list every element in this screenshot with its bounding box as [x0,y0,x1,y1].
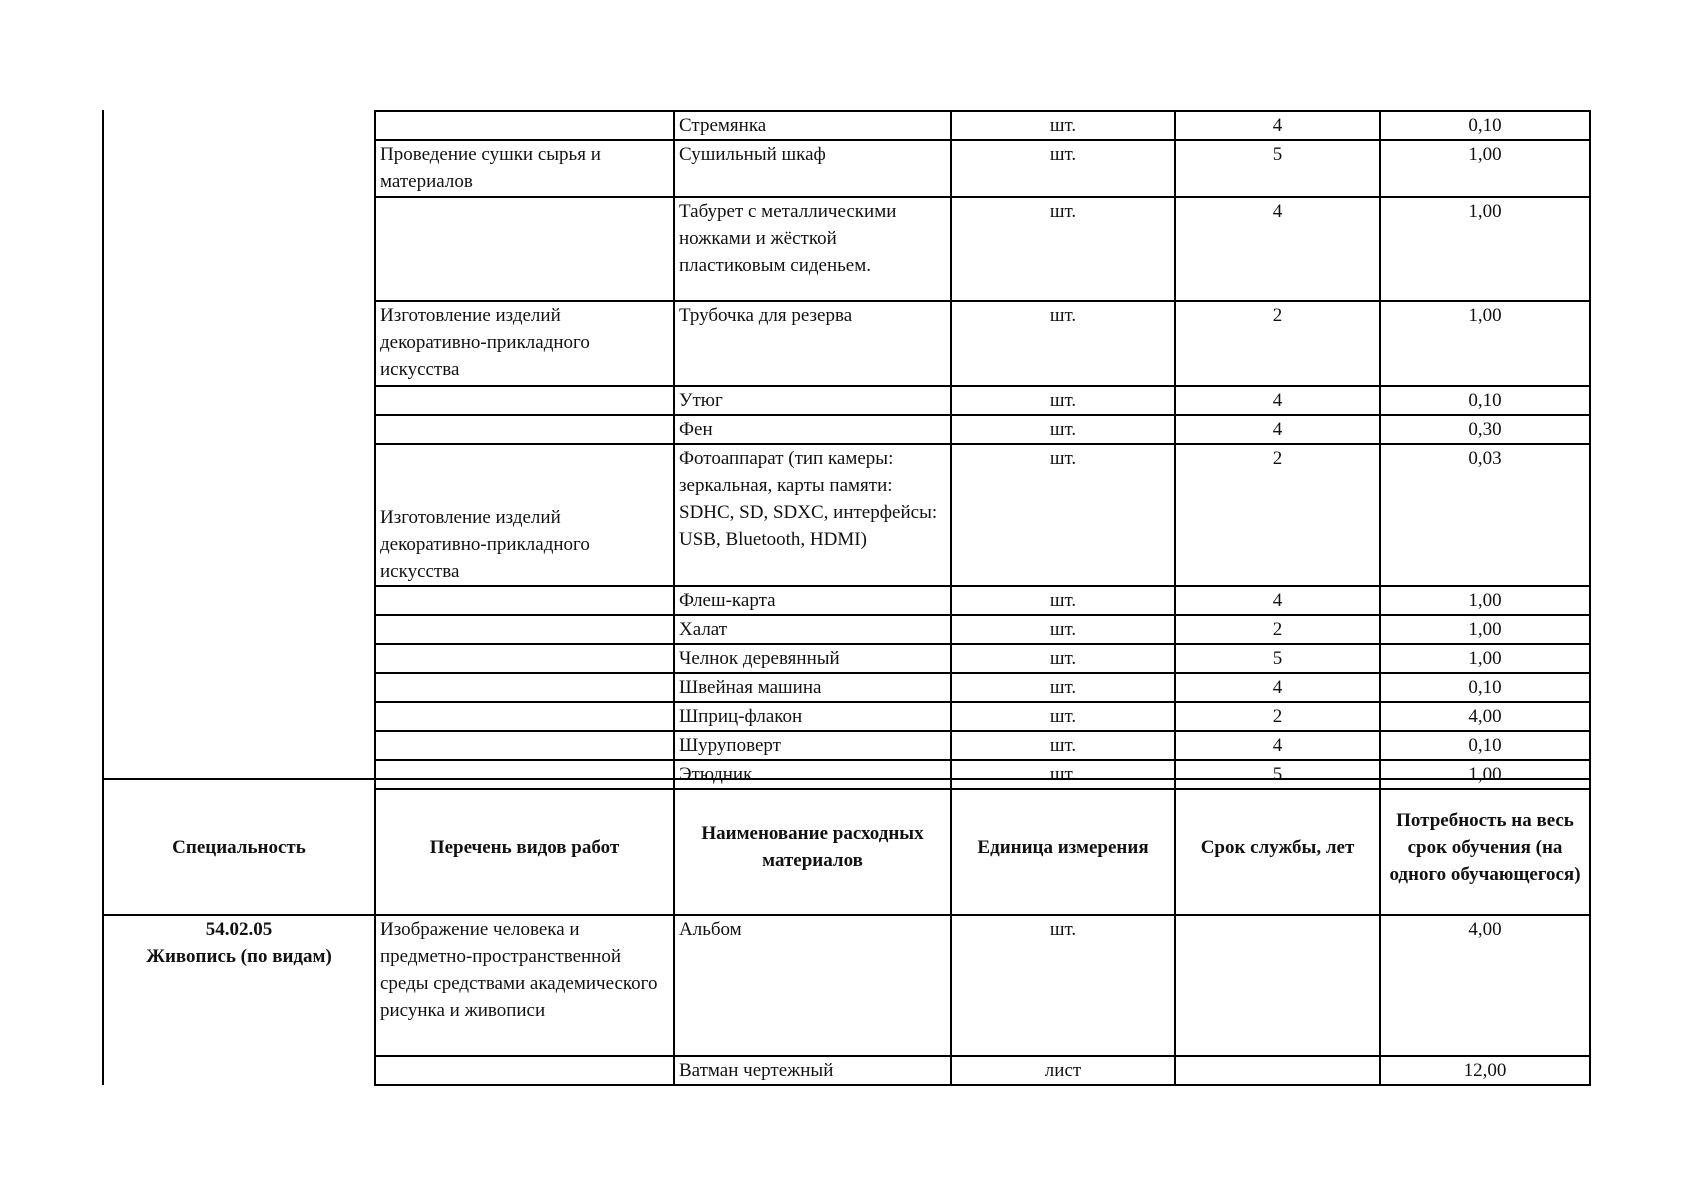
unit-cell: шт. [951,586,1175,615]
need-cell: 0,10 [1380,386,1590,415]
material-cell: Альбом [674,915,951,1056]
need-cell: 0,10 [1380,111,1590,140]
material-cell: Этюдник [674,760,951,789]
life-cell [1175,915,1380,1056]
work-cell [375,197,674,301]
unit-cell: шт. [951,415,1175,444]
need-cell: 0,30 [1380,415,1590,444]
header-unit: Единица измерения [951,779,1175,915]
table-row [375,415,1590,444]
specialty-name: Живопись (по видам) [146,946,332,967]
table-row [375,111,1590,140]
work-cell: Изображение человека и предметно-пространственной среды средствами академического рисунка и живописи [375,915,674,1056]
life-cell: 5 [1175,644,1380,673]
unit-cell: шт. [951,301,1175,386]
work-cell [375,615,674,644]
need-cell: 1,00 [1380,197,1590,301]
need-cell: 1,00 [1380,301,1590,386]
life-cell: 4 [1175,386,1380,415]
header-need: Потребность на весь срок обучения (на одного обучающегося) [1380,779,1590,915]
unit-cell: шт. [951,915,1175,1056]
unit-cell: шт. [951,615,1175,644]
material-cell: Сушильный шкаф [674,140,951,197]
unit-cell: шт. [951,197,1175,301]
table-row [103,915,1590,1056]
table-row [375,615,1590,644]
work-cell [375,702,674,731]
work-cell: Проведение сушки сырья и материалов [375,140,674,197]
unit-cell: шт. [951,644,1175,673]
need-cell: 12,00 [1380,1056,1590,1085]
header-row [103,779,1590,915]
work-cell [375,386,674,415]
work-cell: Изготовление изделий декоративно-прикладного искусства [375,444,674,586]
life-cell: 5 [1175,140,1380,197]
table-row [375,586,1590,615]
need-cell: 4,00 [1380,702,1590,731]
need-cell: 1,00 [1380,760,1590,789]
header-works: Перечень видов работ [375,779,674,915]
work-cell [375,673,674,702]
work-cell [375,111,674,140]
need-cell: 0,10 [1380,731,1590,760]
unit-cell: шт. [951,760,1175,789]
material-cell: Шуруповерт [674,731,951,760]
table-row [375,702,1590,731]
unit-cell: шт. [951,444,1175,586]
unit-cell: лист [951,1056,1175,1085]
need-cell: 1,00 [1380,586,1590,615]
table-row [375,673,1590,702]
unit-cell: шт. [951,111,1175,140]
unit-cell: шт. [951,673,1175,702]
material-cell: Халат [674,615,951,644]
table-row [375,644,1590,673]
life-cell: 4 [1175,731,1380,760]
material-cell: Фен [674,415,951,444]
table-row [375,444,1590,586]
life-cell: 4 [1175,415,1380,444]
work-cell [375,1056,674,1085]
header-materials: Наименование расходных материалов [674,779,951,915]
material-cell: Флеш-карта [674,586,951,615]
header-life: Срок службы, лет [1175,779,1380,915]
work-cell [375,586,674,615]
unit-cell: шт. [951,140,1175,197]
need-cell: 1,00 [1380,615,1590,644]
life-cell: 2 [1175,615,1380,644]
material-cell: Фотоаппарат (тип камеры: зеркальная, карты памяти: SDHC, SD, SDXC, интерфейсы: USB, Bluetooth, HDMI) [674,444,951,586]
life-cell: 5 [1175,760,1380,789]
material-cell: Шприц-флакон [674,702,951,731]
life-cell: 4 [1175,197,1380,301]
table-row [375,301,1590,386]
need-cell: 0,03 [1380,444,1590,586]
life-cell: 2 [1175,444,1380,586]
need-cell: 4,00 [1380,915,1590,1056]
need-cell: 1,00 [1380,140,1590,197]
table-row [375,386,1590,415]
table-row [375,731,1590,760]
materials-table-bottom [102,778,1591,1086]
material-cell: Утюг [674,386,951,415]
need-cell: 0,10 [1380,673,1590,702]
work-cell [375,644,674,673]
material-cell: Трубочка для резерва [674,301,951,386]
material-cell: Челнок деревянный [674,644,951,673]
life-cell: 2 [1175,301,1380,386]
life-cell: 4 [1175,673,1380,702]
material-cell: Ватман чертежный [674,1056,951,1085]
work-cell: Изготовление изделий декоративно-прикладного искусства [375,301,674,386]
specialty-code: 54.02.05 [205,919,273,940]
work-cell [375,415,674,444]
materials-table-top [374,110,1591,790]
need-cell: 1,00 [1380,644,1590,673]
table-row [375,197,1590,301]
life-cell: 4 [1175,586,1380,615]
life-cell [1175,1056,1380,1085]
header-specialty: Специальность [103,779,375,915]
unit-cell: шт. [951,731,1175,760]
work-cell [375,731,674,760]
specialty-cell [103,915,375,1085]
table-row [375,140,1590,197]
life-cell: 2 [1175,702,1380,731]
life-cell: 4 [1175,111,1380,140]
material-cell: Швейная машина [674,673,951,702]
material-cell: Стремянка [674,111,951,140]
material-cell: Табурет с металлическими ножками и жёсткой пластиковым сиденьем. [674,197,951,301]
unit-cell: шт. [951,386,1175,415]
unit-cell: шт. [951,702,1175,731]
